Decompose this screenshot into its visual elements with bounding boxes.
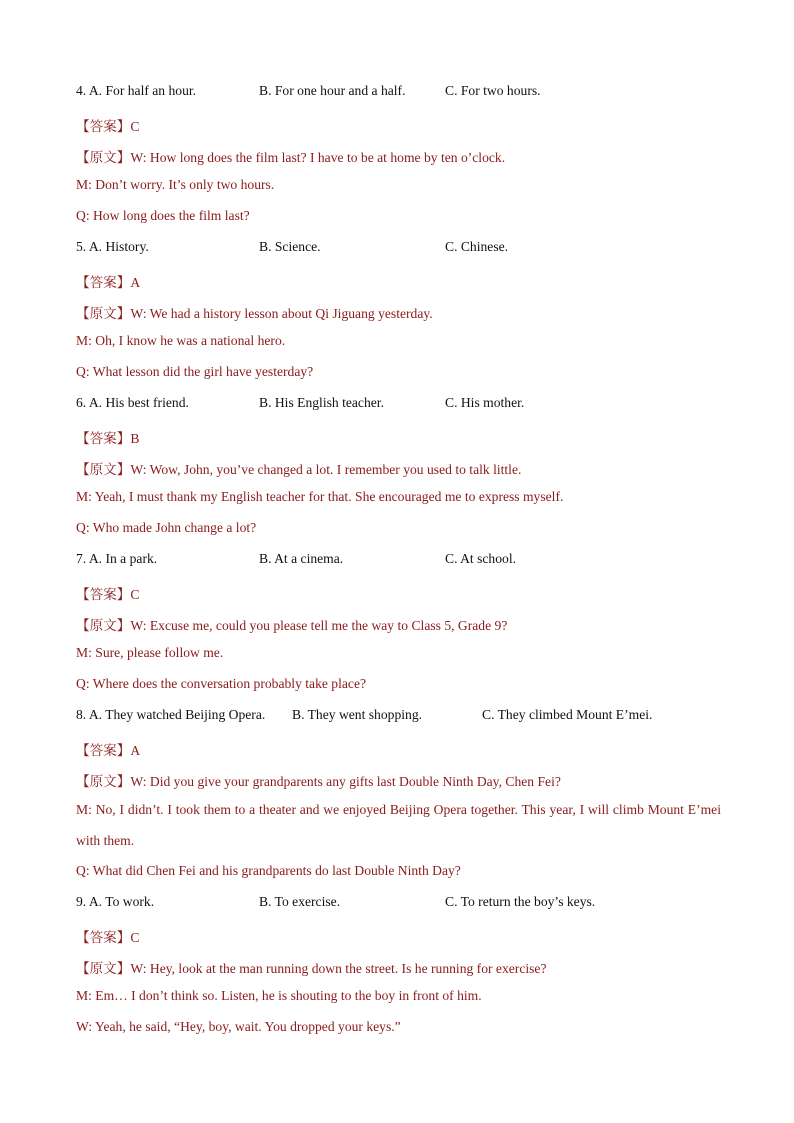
- option-a: 8. A. They watched Beijing Opera.: [76, 707, 266, 722]
- option-b: B. Science.: [259, 239, 321, 254]
- answer-value: B: [130, 431, 140, 446]
- script-line: M: Em… I don’t think so. Listen, he is shouting to the boy in front of him.: [76, 988, 482, 1003]
- answer-line: [76, 115, 139, 135]
- script-label: 【原文】: [76, 774, 131, 789]
- option-c: C. Chinese.: [445, 239, 509, 254]
- script-label: 【原文】: [76, 961, 131, 976]
- option-b: B. For one hour and a half.: [259, 83, 406, 98]
- answer-value: A: [130, 743, 141, 758]
- script-question: Q: What lesson did the girl have yesterday?: [76, 364, 314, 379]
- script-line: M: Yeah, I must thank my English teacher for that. She encouraged me to express myself.: [76, 489, 564, 504]
- option-b: B. His English teacher.: [259, 395, 384, 410]
- option-c: C. To return the boy’s keys.: [445, 894, 596, 909]
- answer-label: 【答案】: [76, 743, 131, 758]
- option-b: B. To exercise.: [259, 894, 341, 909]
- script-label: 【原文】: [76, 618, 131, 633]
- option-c: C. They climbed Mount E’mei.: [482, 707, 653, 722]
- script-line: [76, 770, 561, 790]
- option-a: 5. A. History.: [76, 239, 149, 254]
- script-line: W: Yeah, he said, “Hey, boy, wait. You dropped your keys.”: [76, 1019, 401, 1034]
- script-question: Q: How long does the film last?: [76, 208, 250, 223]
- script-line: [76, 458, 521, 478]
- answer-value: C: [130, 930, 140, 945]
- answer-label: 【答案】: [76, 587, 131, 602]
- script-paragraph: M: No, I didn’t. I took them to a theater and we enjoyed Beijing Opera together. This year, I will climb Mount E’mei with them.: [76, 802, 721, 848]
- answer-line: [76, 427, 139, 447]
- option-a: 7. A. In a park.: [76, 551, 158, 566]
- script-text: W: We had a history lesson about Qi Jiguang yesterday.: [130, 306, 433, 321]
- script-text: W: Excuse me, could you please tell me the way to Class 5, Grade 9?: [130, 618, 508, 633]
- script-text: W: Hey, look at the man running down the street. Is he running for exercise?: [130, 961, 547, 976]
- option-a: 6. A. His best friend.: [76, 395, 189, 410]
- script-text: W: Did you give your grandparents any gifts last Double Ninth Day, Chen Fei?: [130, 774, 561, 789]
- script-question: Q: Where does the conversation probably take place?: [76, 676, 367, 691]
- option-b: B. They went shopping.: [292, 707, 423, 722]
- answer-line: [76, 739, 140, 759]
- option-c: C. His mother.: [445, 395, 525, 410]
- script-line: [76, 146, 505, 166]
- script-question: Q: Who made John change a lot?: [76, 520, 257, 535]
- script-line: M: Don’t worry. It’s only two hours.: [76, 177, 275, 192]
- script-text: W: How long does the film last? I have to be at home by ten o’clock.: [130, 150, 506, 165]
- script-label: 【原文】: [76, 462, 131, 477]
- option-a: 9. A. To work.: [76, 894, 155, 909]
- script-label: 【原文】: [76, 306, 131, 321]
- answer-line: [76, 583, 139, 603]
- option-a: 4. A. For half an hour.: [76, 83, 197, 98]
- script-line: [76, 614, 507, 634]
- answer-line: [76, 271, 140, 291]
- answer-value: C: [130, 587, 140, 602]
- script-question: Q: What did Chen Fei and his grandparents do last Double Ninth Day?: [76, 863, 461, 878]
- script-line: M: Oh, I know he was a national hero.: [76, 333, 286, 348]
- answer-label: 【答案】: [76, 930, 131, 945]
- option-c: C. For two hours.: [445, 83, 541, 98]
- answer-label: 【答案】: [76, 275, 131, 290]
- script-line: [76, 957, 547, 977]
- script-text: W: Wow, John, you’ve changed a lot. I remember you used to talk little.: [130, 462, 522, 477]
- answer-label: 【答案】: [76, 119, 131, 134]
- answer-value: A: [130, 275, 141, 290]
- answer-label: 【答案】: [76, 431, 131, 446]
- option-b: B. At a cinema.: [259, 551, 344, 566]
- answer-value: C: [130, 119, 140, 134]
- option-c: C. At school.: [445, 551, 516, 566]
- script-line: [76, 302, 433, 322]
- answer-line: [76, 926, 139, 946]
- script-label: 【原文】: [76, 150, 131, 165]
- script-line: M: Sure, please follow me.: [76, 645, 224, 660]
